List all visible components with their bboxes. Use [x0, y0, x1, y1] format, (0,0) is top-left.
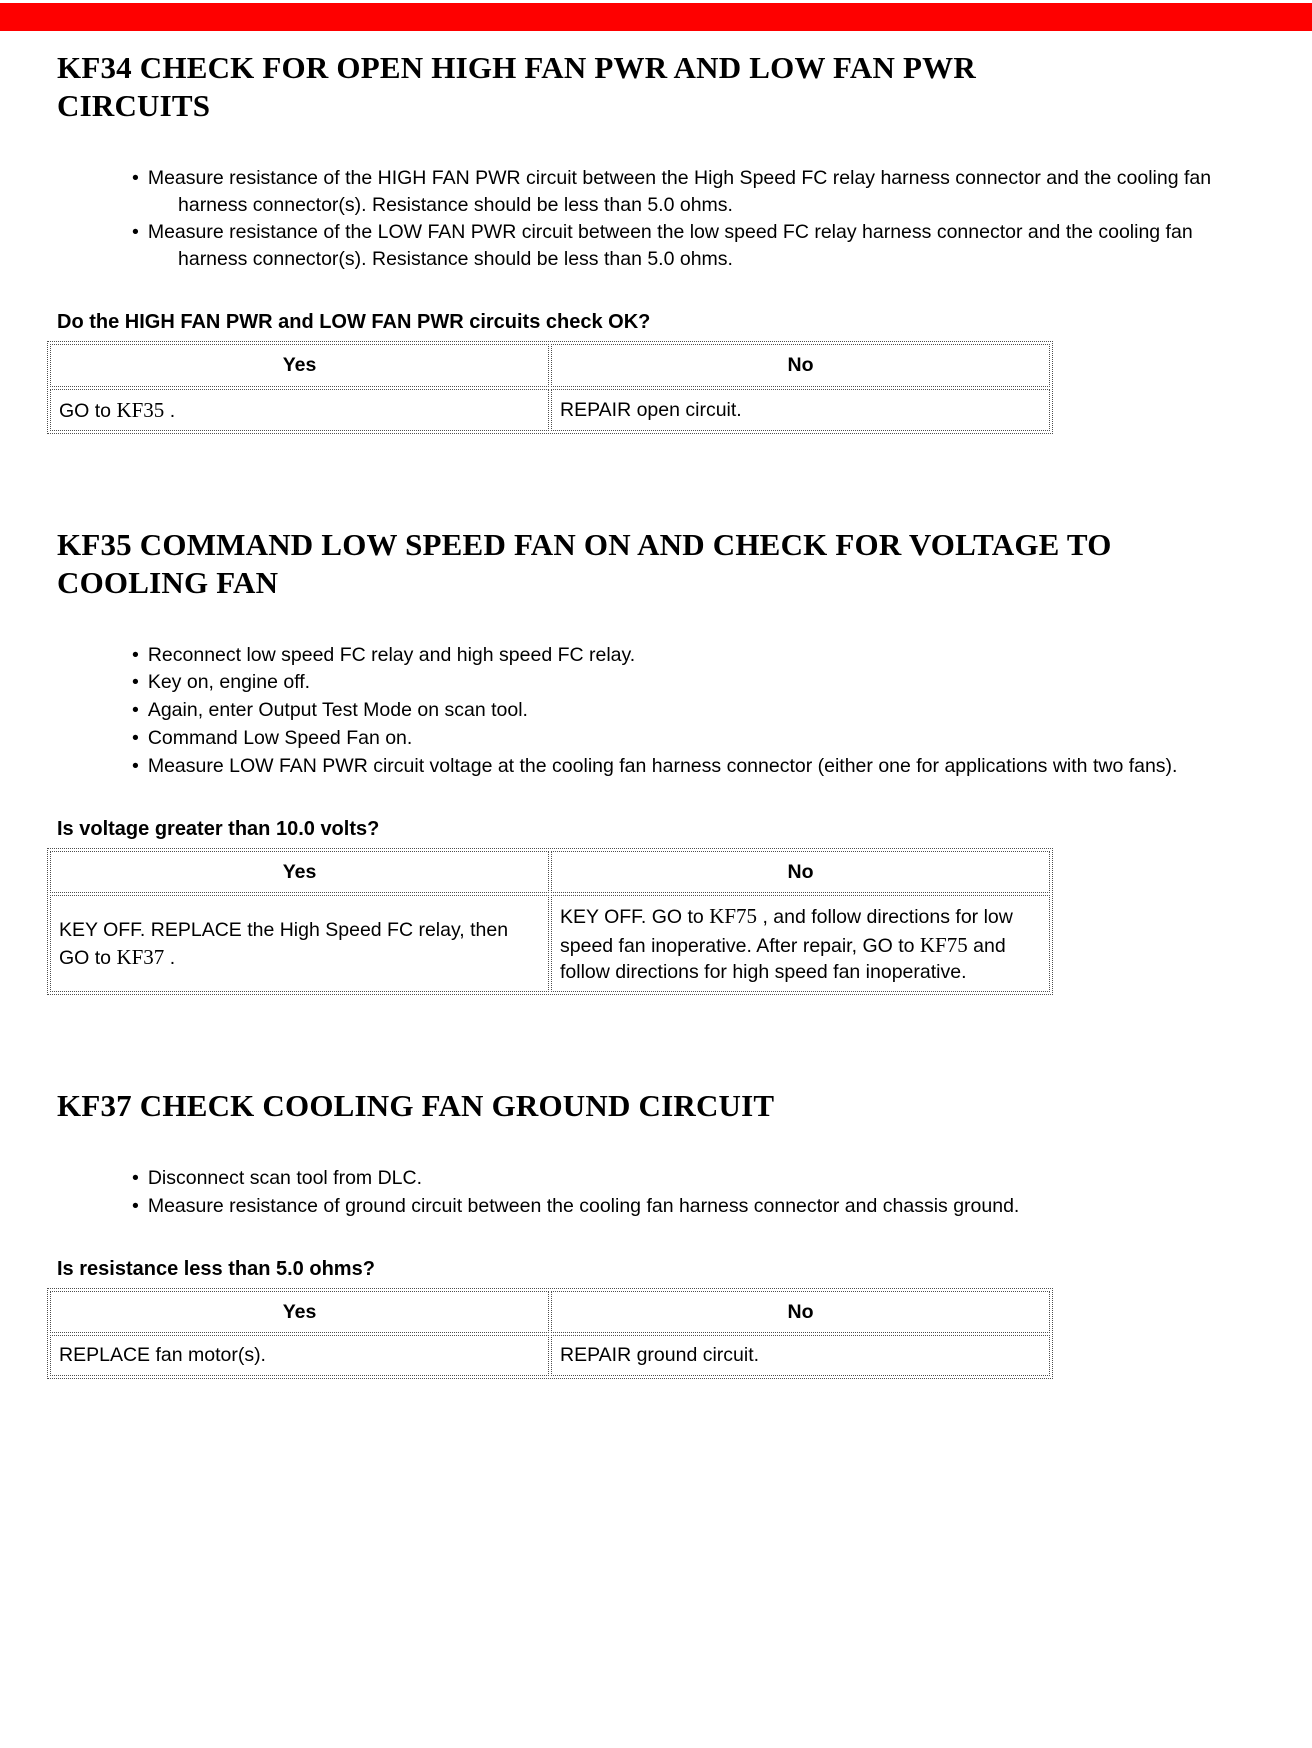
cell-text: , and follow directions for low speed fan inoperative. After repair, GO to — [560, 906, 1013, 957]
cell-text: . — [164, 399, 176, 422]
no-column-header: No — [551, 344, 1050, 386]
yes-column-header: Yes — [50, 851, 549, 893]
cell-text: and follow directions for high speed fan inoperative. — [560, 934, 1006, 984]
table-row — [50, 389, 1050, 431]
list-item — [57, 1165, 1238, 1192]
bullet-icon: • — [132, 1195, 139, 1218]
list-item — [57, 697, 1238, 724]
cell-text: GO to — [59, 399, 117, 422]
bullet-icon: • — [132, 1167, 139, 1190]
kf37-reference-link[interactable]: KF37 — [116, 944, 165, 969]
bullet-text: Reconnect low speed FC relay and high speed FC relay. — [147, 643, 636, 666]
list-item — [57, 1193, 1238, 1220]
bullet-text: Measure resistance of the HIGH FAN PWR circuit between the High Speed FC relay harness connector and the cooling fan harness connector(s). Resistance should be less than 5.0 ohms. — [147, 166, 1212, 216]
no-cell — [551, 895, 1050, 992]
bullet-text: Measure resistance of ground circuit between the cooling fan harness connector and chassis ground. — [147, 1195, 1020, 1218]
no-cell — [551, 389, 1050, 431]
bullet-icon: • — [132, 671, 139, 694]
yes-column-header: Yes — [50, 344, 549, 386]
top-red-bar — [0, 3, 1312, 31]
question-text: Is resistance less than 5.0 ohms? — [57, 1258, 375, 1280]
yes-cell — [50, 1335, 549, 1375]
no-column-header: No — [551, 851, 1050, 893]
bullet-text: Disconnect scan tool from DLC. — [147, 1167, 423, 1190]
decision-table — [47, 1288, 1053, 1379]
bullet-text: Measure LOW FAN PWR circuit voltage at the cooling fan harness connector (either one for applications with two fans). — [147, 755, 1178, 778]
table-header-row — [50, 1291, 1050, 1333]
yes-column-header: Yes — [50, 1291, 549, 1333]
bullet-icon: • — [132, 643, 139, 666]
bullet-icon: • — [132, 221, 139, 244]
document-content — [0, 31, 1312, 1379]
bullet-list — [57, 642, 1252, 781]
list-item — [57, 165, 1238, 219]
section-kf37-heading: KF37 CHECK COOLING FAN GROUND CIRCUIT — [57, 1088, 775, 1124]
table-header-row — [50, 344, 1050, 386]
list-item — [57, 642, 1238, 669]
table-row — [50, 895, 1050, 992]
kf75-reference-link[interactable]: KF75 — [709, 904, 758, 929]
section-kf35 — [57, 434, 1252, 995]
bullet-list — [57, 165, 1252, 274]
bullet-icon: • — [132, 166, 139, 189]
decision-table — [47, 341, 1053, 434]
bullet-icon: • — [132, 699, 139, 722]
table-header-row — [50, 851, 1050, 893]
list-item — [57, 219, 1238, 273]
cell-text: KEY OFF. GO to — [560, 906, 710, 929]
section-kf35-heading: KF35 COMMAND LOW SPEED FAN ON AND CHECK FOR VOLTAGE TO COOLING FAN — [57, 526, 1112, 600]
yes-cell — [50, 895, 549, 992]
table-row — [50, 1335, 1050, 1375]
decision-table — [47, 848, 1053, 995]
cell-text: REPAIR ground circuit. — [560, 1344, 760, 1367]
bullet-text: Again, enter Output Test Mode on scan tool. — [147, 699, 528, 722]
cell-text: REPAIR open circuit. — [560, 398, 742, 421]
bullet-list — [57, 1165, 1252, 1220]
cell-text: REPLACE fan motor(s). — [59, 1344, 266, 1367]
section-kf34-heading: KF34 CHECK FOR OPEN HIGH FAN PWR AND LOW FAN PWR CIRCUITS — [57, 50, 976, 123]
list-item — [57, 669, 1238, 696]
no-cell — [551, 1335, 1050, 1375]
question-text: Do the HIGH FAN PWR and LOW FAN PWR circuits check OK? — [57, 311, 651, 334]
cell-text: KEY OFF. REPLACE the High Speed FC relay, then GO to — [59, 918, 509, 969]
kf35-reference-link[interactable]: KF35 — [116, 397, 165, 422]
kf75-reference-link[interactable]: KF75 — [919, 932, 968, 957]
cell-text: . — [164, 946, 176, 969]
section-kf34 — [57, 31, 1252, 434]
yes-cell — [50, 389, 549, 431]
bullet-text: Key on, engine off. — [147, 671, 311, 694]
bullet-icon: • — [132, 727, 139, 750]
list-item — [57, 753, 1238, 780]
section-kf37 — [57, 995, 1252, 1378]
no-column-header: No — [551, 1291, 1050, 1333]
bullet-text: Command Low Speed Fan on. — [147, 727, 413, 750]
bullet-icon: • — [132, 755, 139, 778]
question-text: Is voltage greater than 10.0 volts? — [57, 818, 380, 841]
list-item — [57, 725, 1238, 752]
bullet-text: Measure resistance of the LOW FAN PWR circuit between the low speed FC relay harness connector and the cooling fan harness connector(s). Resistance should be less than 5.0 ohms. — [147, 221, 1193, 271]
